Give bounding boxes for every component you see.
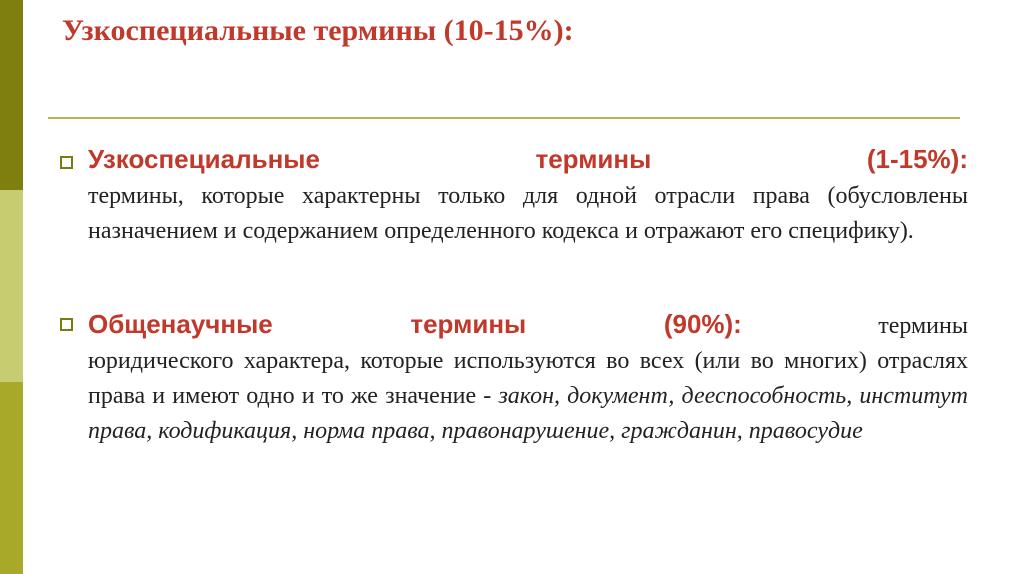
- bullet-lead: Общенаучные термины (90%):: [88, 309, 742, 339]
- side-bar-top: [0, 0, 23, 190]
- side-bar-bottom: [0, 382, 23, 574]
- square-bullet-icon: [60, 156, 73, 169]
- square-bullet-icon: [60, 318, 73, 331]
- bullet-text: термины, которые характерны только для одной отрасли права (обусловлены назначением и содержанием определенного кодекса и отражают его специфику).: [88, 183, 968, 244]
- bullet-lead: Узкоспециальные термины (1-15%):: [88, 144, 968, 174]
- bullet-examples: закон, документ, дееспособность, институт права, кодификация, норма права, правонарушение, гражданин, правосудие: [88, 383, 968, 444]
- title-divider: [48, 117, 960, 119]
- side-bar-middle: [0, 190, 23, 382]
- bullet-general-terms: [62, 307, 968, 449]
- bullet-text: юридического характера, которые используются во всех (или во многих) отраслях права и имеют одно и то же значение -: [88, 348, 968, 409]
- bullet-narrow-terms: [62, 142, 968, 249]
- bullet-text-first: термины: [878, 313, 968, 339]
- slide-title: Узкоспециальные термины (10-15%):: [62, 14, 574, 47]
